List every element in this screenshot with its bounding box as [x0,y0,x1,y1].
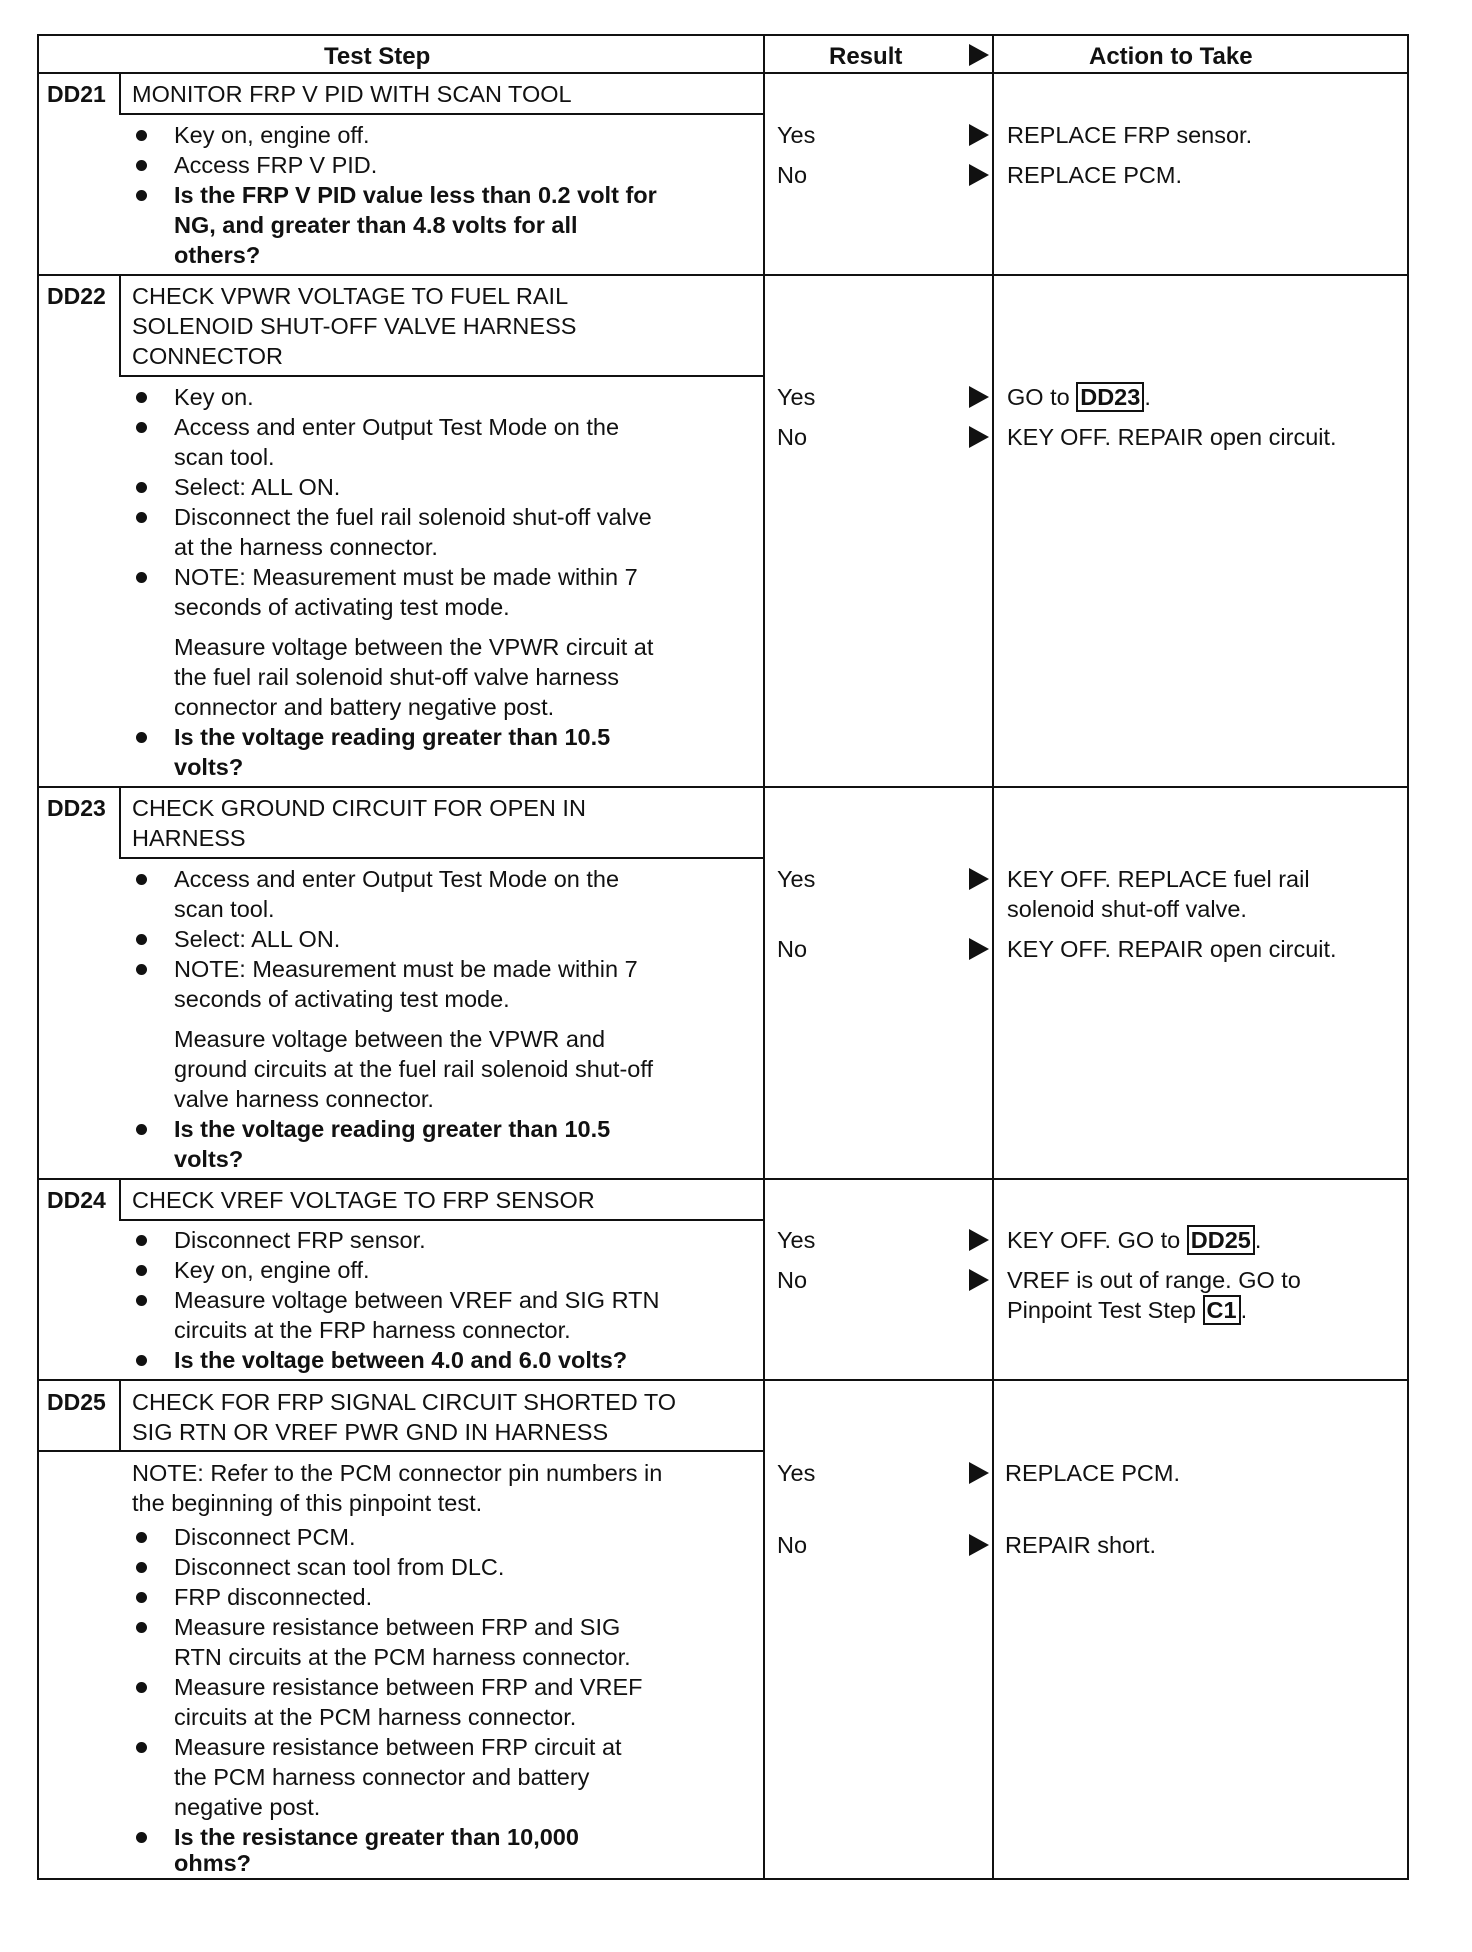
code-divider [119,276,121,376]
action-text: REPLACE FRP sensor. [1007,122,1253,148]
step-line: Is the resistance greater than 10,000 [174,1824,579,1850]
step-line: Measure resistance between FRP and VREF [174,1674,643,1700]
step-line: scan tool. [174,444,275,470]
step-line: negative post. [174,1794,321,1820]
step-line: valve harness connector. [174,1086,434,1112]
header-test-step: Test Step [324,43,431,70]
step-line: Measure voltage between the VPWR and [174,1026,606,1052]
action-text: REPLACE PCM. [1005,1460,1180,1486]
title-rule [119,375,765,377]
step-line: Access FRP V PID. [174,152,378,178]
step-line: NG, and greater than 4.8 volts for all [174,212,578,238]
col-divider-action [992,36,994,1878]
step-line: others? [174,242,261,268]
step-code: DD25 [47,1389,106,1415]
action-text: solenoid shut-off valve. [1007,896,1247,922]
step-line: at the harness connector. [174,534,438,560]
step-line: Is the voltage between 4.0 and 6.0 volts? [174,1347,628,1373]
step-title: CHECK VPWR VOLTAGE TO FUEL RAIL [132,283,569,309]
result-no: No [777,936,808,962]
result-yes: Yes [777,1460,816,1486]
step-line: Key on, engine off. [174,1257,370,1283]
step-code: DD24 [47,1187,106,1213]
step-line: connector and battery negative post. [174,694,555,720]
step-line: Measure resistance between FRP and SIG [174,1614,621,1640]
step-title: HARNESS [132,825,246,851]
result-no: No [777,1532,808,1558]
step-line: Is the FRP V PID value less than 0.2 volt for [174,182,657,208]
step-line: FRP disconnected. [174,1584,373,1610]
action-text-part: Pinpoint Test Step [1007,1297,1196,1323]
code-divider [119,1180,121,1220]
result-yes: Yes [777,384,816,410]
row-rule [39,1379,1407,1381]
step-line: NOTE: Measurement must be made within 7 [174,564,638,590]
row-rule [39,786,1407,788]
step-line: scan tool. [174,896,275,922]
step-line: Access and enter Output Test Mode on the [174,414,620,440]
step-title: CHECK FOR FRP SIGNAL CIRCUIT SHORTED TO [132,1389,677,1415]
step-line: Disconnect scan tool from DLC. [174,1554,505,1580]
result-no: No [777,162,808,188]
step-code: DD21 [47,81,106,107]
result-yes: Yes [777,1227,816,1253]
arrow-icon [969,164,989,186]
row-rule [39,274,1407,276]
result-yes: Yes [777,866,816,892]
action-text-part: . [1240,1297,1248,1323]
step-line: circuits at the FRP harness connector. [174,1317,571,1343]
step-line: NOTE: Refer to the PCM connector pin numbers in [132,1460,663,1486]
arrow-icon [969,426,989,448]
action-text: KEY OFF. REPAIR open circuit. [1007,424,1337,450]
result-no: No [777,424,808,450]
step-line: circuits at the PCM harness connector. [174,1704,577,1730]
action-text-part: KEY OFF. GO to [1007,1227,1181,1253]
action-text: KEY OFF. REPLACE fuel rail [1007,866,1310,892]
arrow-icon [969,1462,989,1484]
step-line: ground circuits at the fuel rail solenoid shut-off [174,1056,653,1082]
arrow-icon [969,124,989,146]
step-line: volts? [174,754,244,780]
step-code: DD23 [47,795,106,821]
action-text: REPAIR short. [1005,1532,1157,1558]
result-no: No [777,1267,808,1293]
step-line: volts? [174,1146,244,1172]
action-text: REPLACE PCM. [1007,162,1182,188]
step-ref-box: DD25 [1187,1225,1255,1255]
action-text-part: . [1144,384,1151,410]
header-arrow-icon [969,44,989,66]
step-line: seconds of activating test mode. [174,986,510,1012]
row-rule [39,1178,1407,1180]
step-code: DD22 [47,283,106,309]
step-title: SIG RTN OR VREF PWR GND IN HARNESS [132,1419,609,1445]
step-line: ohms? [174,1850,252,1876]
step-line: RTN circuits at the PCM harness connector. [174,1644,631,1670]
action-text-part: . [1254,1227,1262,1253]
step-line: Key on. [174,384,254,410]
step-ref-box: C1 [1203,1295,1241,1325]
step-line: seconds of activating test mode. [174,594,510,620]
header-result: Result [829,43,903,70]
step-title: CHECK VREF VOLTAGE TO FRP SENSOR [132,1187,595,1213]
step-title: SOLENOID SHUT-OFF VALVE HARNESS [132,313,577,339]
step-line: Is the voltage reading greater than 10.5 [174,724,611,750]
col-divider-result [763,36,765,1878]
arrow-icon [969,1229,989,1251]
arrow-icon [969,1534,989,1556]
title-rule [119,113,765,115]
header-rule [39,72,1407,74]
step-line: the PCM harness connector and battery [174,1764,590,1790]
title-rule [119,1219,765,1221]
step-line: Is the voltage reading greater than 10.5 [174,1116,611,1142]
step-line: Key on, engine off. [174,122,370,148]
action-text [1007,1225,1261,1255]
step-title: CONNECTOR [132,343,284,369]
arrow-icon [969,868,989,890]
action-text [1007,1295,1247,1325]
action-text: KEY OFF. REPAIR open circuit. [1007,936,1337,962]
step-line: Select: ALL ON. [174,474,341,500]
code-divider [119,1381,121,1451]
result-yes: Yes [777,122,816,148]
code-divider [119,788,121,858]
step-line: Measure voltage between the VPWR circuit at [174,634,654,660]
step-title: CHECK GROUND CIRCUIT FOR OPEN IN [132,795,586,821]
action-text-part: GO to [1007,384,1070,410]
header-action: Action to Take [1089,43,1253,70]
action-text: VREF is out of range. GO to [1007,1267,1301,1293]
action-text [1007,382,1151,412]
step-line: Select: ALL ON. [174,926,341,952]
arrow-icon [969,938,989,960]
code-divider [119,74,121,114]
step-title: MONITOR FRP V PID WITH SCAN TOOL [132,81,572,107]
step-line: Measure voltage between VREF and SIG RTN [174,1287,660,1313]
step-line: NOTE: Measurement must be made within 7 [174,956,638,982]
title-rule [39,1450,765,1452]
step-line: Disconnect the fuel rail solenoid shut-off valve [174,504,652,530]
step-ref-box: DD23 [1076,382,1144,412]
step-line: the beginning of this pinpoint test. [132,1490,483,1516]
arrow-icon [969,386,989,408]
step-line: Access and enter Output Test Mode on the [174,866,620,892]
arrow-icon [969,1269,989,1291]
step-line: Disconnect FRP sensor. [174,1227,426,1253]
test-step-table [37,34,1409,1880]
title-rule [119,857,765,859]
step-line: Disconnect PCM. [174,1524,356,1550]
step-line: the fuel rail solenoid shut-off valve harness [174,664,620,690]
step-line: Measure resistance between FRP circuit at [174,1734,622,1760]
